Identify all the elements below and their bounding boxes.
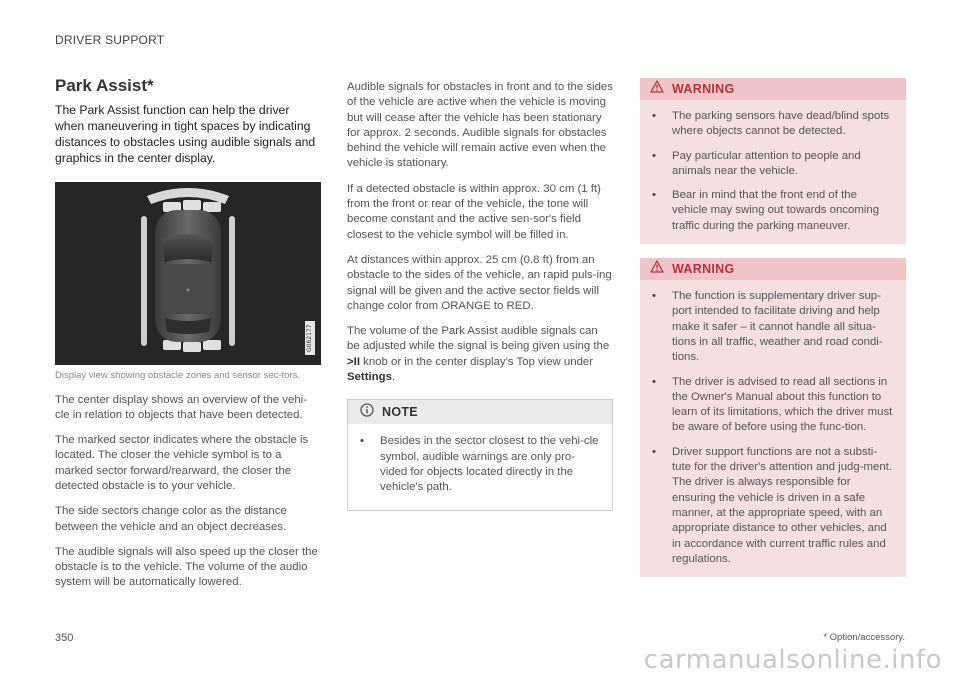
left-side-sector — [141, 216, 147, 346]
list-item: • Bear in mind that the front end of the vehicle may swing out towards oncoming traffic during the parking maneuver. — [652, 189, 880, 232]
paragraph: At distances within approx. 25 cm (0.8 ft) from an obstacle to the sides of the vehicle, an rapid puls-ing signal will be given and the active sector fields will change color from ORANGE to RED. — [347, 253, 612, 312]
section-header: DRIVER SUPPORT — [55, 33, 165, 47]
page-number: 350 — [55, 632, 74, 644]
warning-header — [640, 258, 906, 280]
warning-triangle-icon — [650, 260, 664, 278]
warning-triangle-icon — [650, 80, 664, 98]
list-item: • The parking sensors have dead/blind spots where objects cannot be detected. — [652, 110, 890, 138]
settings-label: Settings — [347, 371, 392, 384]
paragraph: The audible signals will also speed up the closer the obstacle is to the vehicle. The volume of the audio system will be automatically lowered. — [55, 545, 318, 589]
warning-box — [640, 78, 906, 244]
warning-title: WARNING — [672, 82, 735, 96]
car-top-view-graphic — [55, 182, 321, 365]
paragraph: The marked sector indicates where the obstacle is located. The closer the vehicle symbol is to a marked sector forward/rearward, the closer the detected obstacle is to your vehicle. — [55, 434, 309, 492]
list-item: • Driver support functions are not a substi-tute for the driver's attention and judg-ment. The driver is always responsible for ensuring the vehicle is driven in a safe manner, at the appropriate speed, with an appropriate distance to other vehicles, and in accordance with current traffic rules and regulations. — [652, 445, 892, 565]
front-sector-center — [183, 200, 201, 210]
warning-header — [640, 78, 906, 100]
list-item: • Pay particular attention to people and animals near the vehicle. — [652, 149, 861, 177]
front-sector-right — [203, 202, 221, 212]
park-assist-illustration — [55, 182, 321, 365]
note-title: NOTE — [382, 405, 418, 420]
paragraph: The side sectors change color as the distance between the vehicle and an object decreases. — [55, 505, 287, 533]
list-item: • The function is supplementary driver sup-port intended to facilitate driving and help make it safer – it cannot handle all situa-tions in all traffic, weather and road condi-tions. — [652, 290, 883, 364]
list-item: • Besides in the sector closest to the vehi-cle symbol, audible warnings are only pro-vided for objects located directly in the vehicle's path. — [360, 435, 599, 494]
intro-text: The Park Assist function can help the driver when maneuvering in tight spaces by indicating distances to obstacles using audible signals and graphics in the center display. — [55, 103, 316, 165]
knob-label: >II — [347, 355, 360, 368]
left-column — [55, 76, 321, 601]
watermark: carmanualsonline.info — [643, 645, 942, 675]
note-box — [347, 399, 613, 510]
right-side-sector — [229, 216, 235, 346]
rear-sector-center — [183, 342, 201, 352]
paragraph: Audible signals for obstacles in front and to the sides of the vehicle are active when the vehicle is moving but will cease after the vehicle has been stationary for approx. 2 seconds. Audible signals for obstacles behind the vehicle will remain active even when the vehicle is stationary. — [347, 81, 613, 170]
paragraph: The center display shows an overview of the vehi-cle in relation to objects that have been detected. — [55, 393, 307, 421]
figure-caption: Display view showing obstacle zones and sensor sec-tors. — [55, 370, 301, 381]
page-title: Park Assist* — [55, 76, 154, 95]
rear-sector-right — [203, 340, 221, 350]
right-column — [640, 78, 906, 591]
list-item: • The driver is advised to read all sections in the Owner's Manual about this function to learn of its limitations, which the driver must be aware of before using the func-tion. — [652, 375, 893, 434]
info-icon — [360, 403, 374, 422]
warning-title: WARNING — [672, 262, 735, 277]
footnote: * Option/accessory. — [823, 632, 905, 643]
middle-column — [347, 80, 613, 511]
warning-box — [640, 258, 906, 577]
volume-paragraph: The volume of the Park Assist audible signals can be adjusted while the signal is being given using the >II knob or in the center display's Top view under Settings. — [347, 325, 610, 384]
figure-code: G062177 — [305, 321, 315, 355]
note-header — [348, 400, 612, 424]
paragraph: If a detected obstacle is within approx. 30 cm (1 ft) from the front or rear of the vehicle, the tone will become constant and the active sen-sor's field closest to the vehicle symbol will be filled in. — [347, 182, 601, 241]
